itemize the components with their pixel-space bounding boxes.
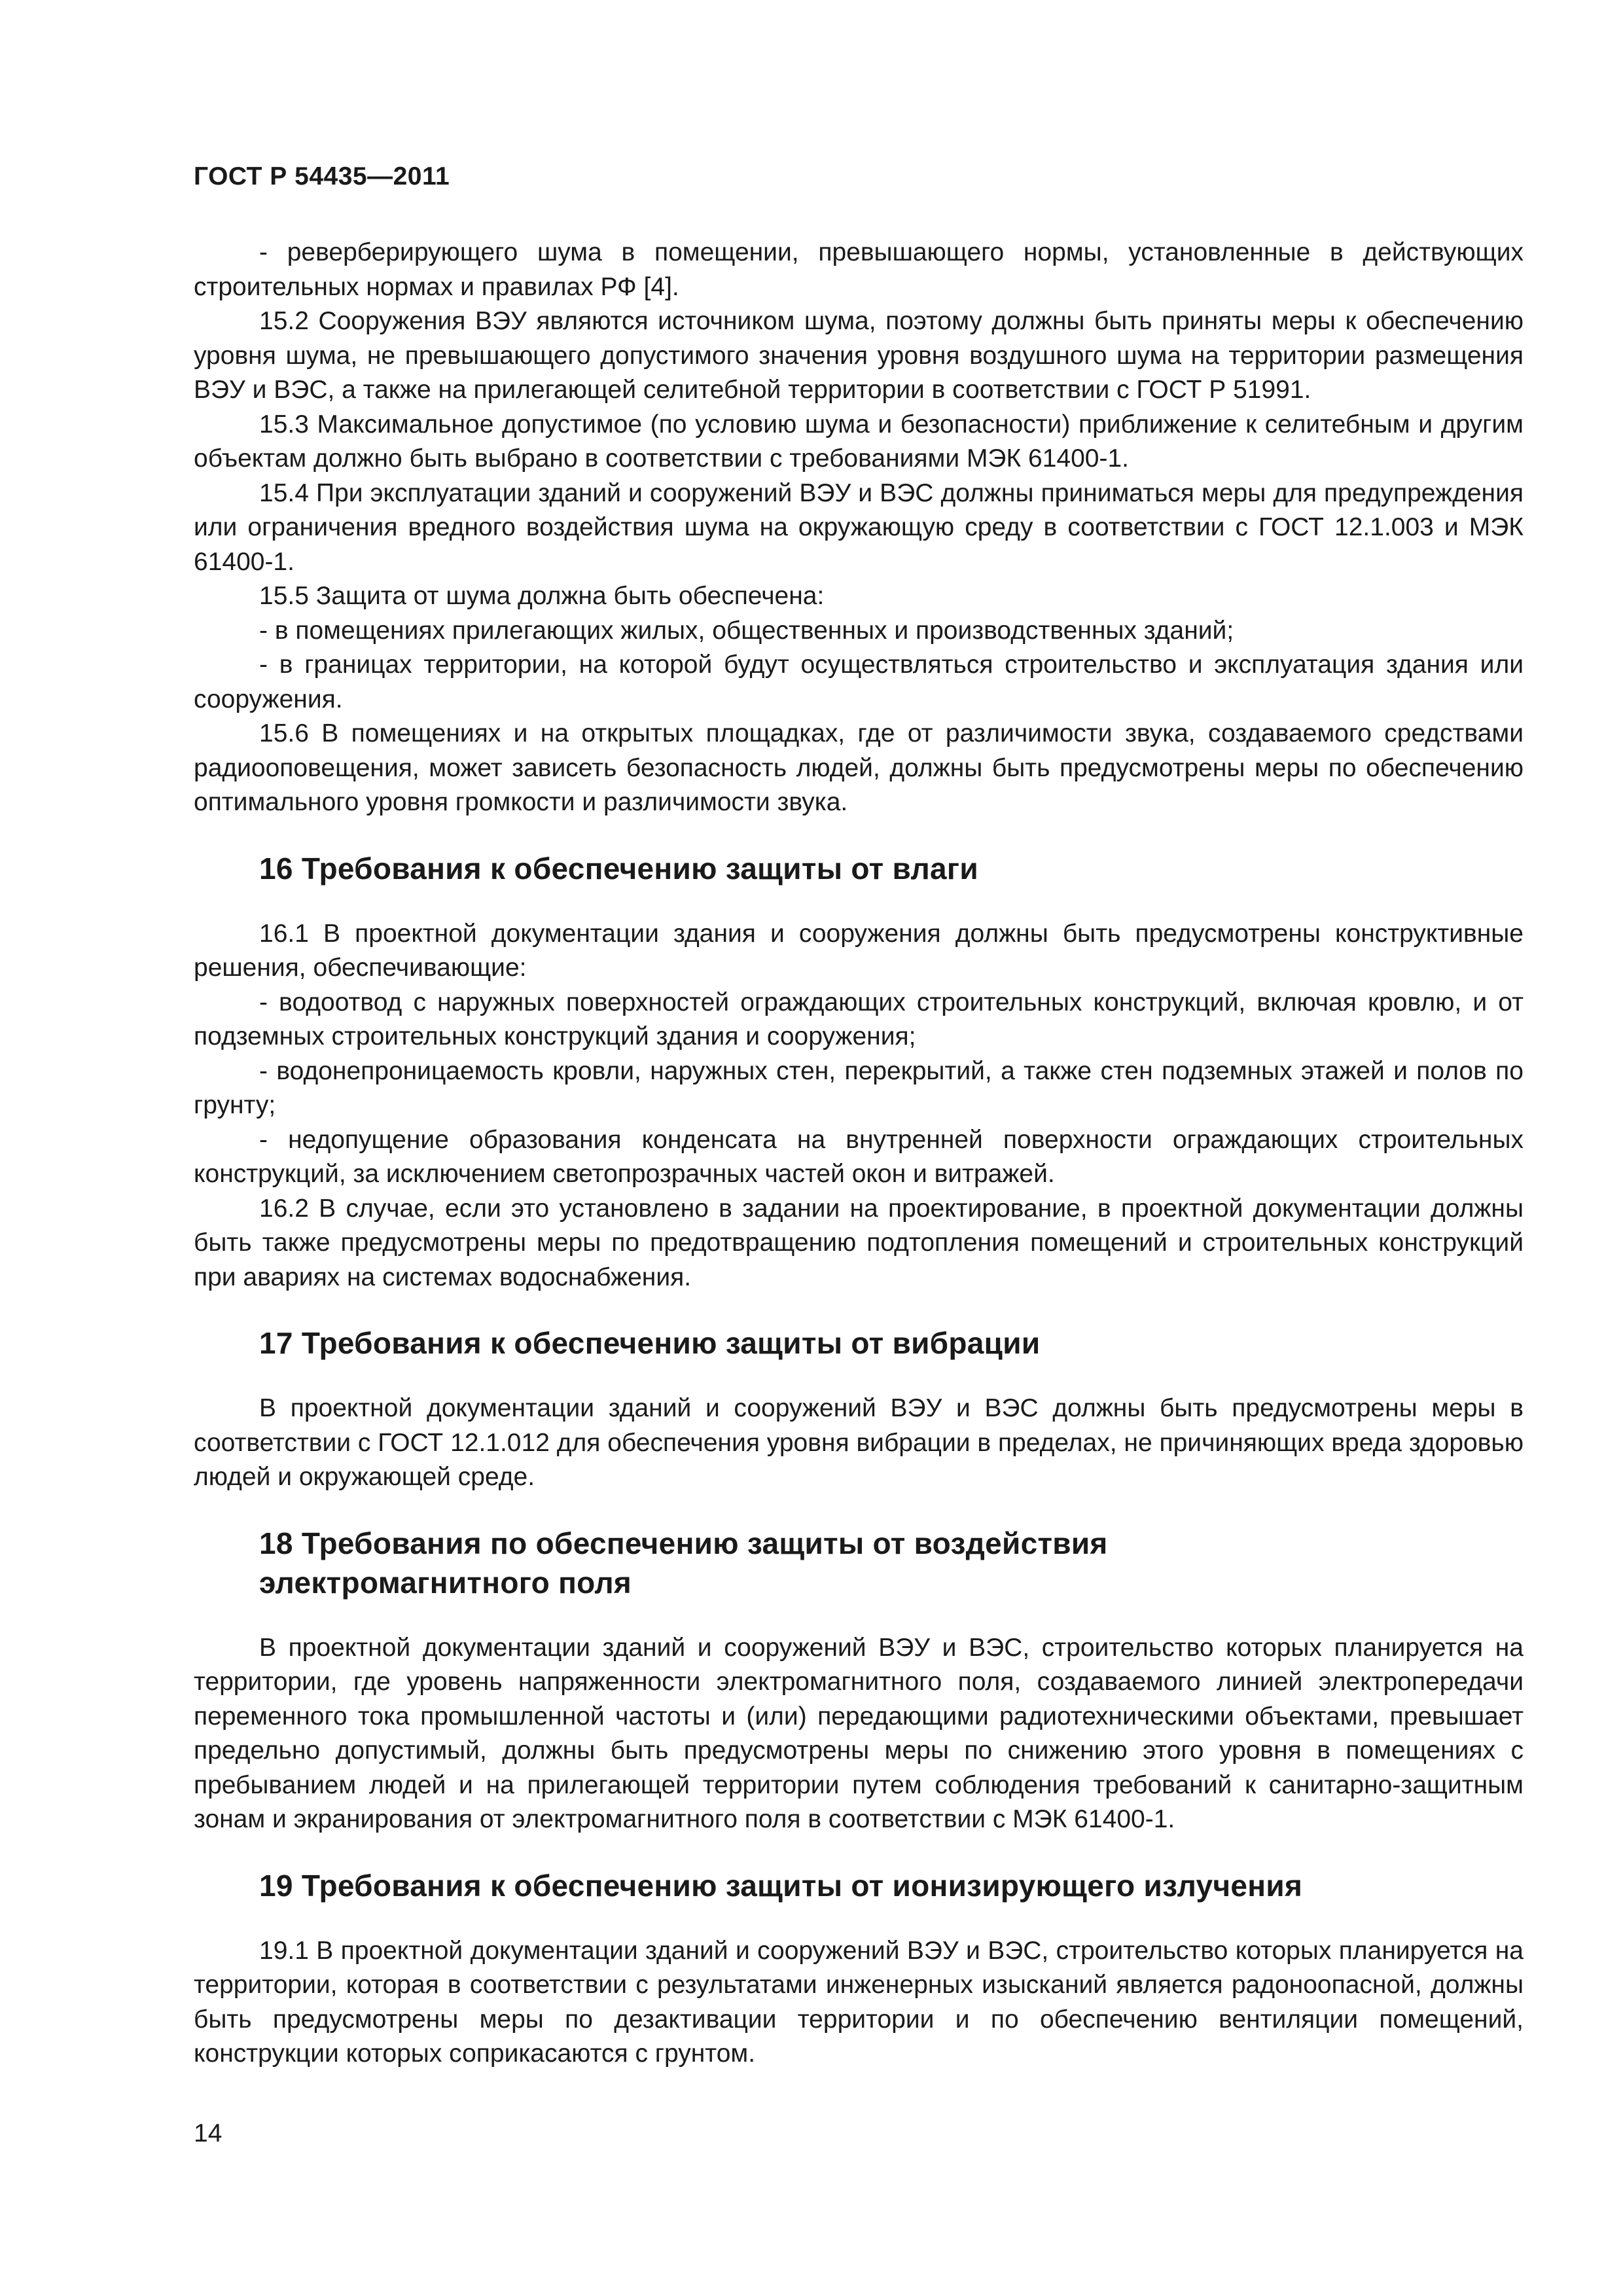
paragraph: 15.3 Максимальное допустимое (по условию шума и безопасности) приближение к селитебным и другим объектам должно быть выбрано в соответствии с требованиями МЭК 61400-1. — [194, 410, 1524, 473]
paragraph: 16.2 В случае, если это установлено в задании на проектирование, в проектной документации должны быть также предусмотрены меры по предотвращению подтопления помещений и строительных конструкций при авариях на системах водоснабжения. — [194, 1194, 1524, 1291]
paragraph: 15.4 При эксплуатации зданий и сооружений ВЭУ и ВЭС должны приниматься меры для предупреждения или ограничения вредного воздействия шума на окружающую среду в соответствии с ГОСТ 12.1.003 и МЭК 61400-1. — [194, 478, 1524, 576]
document-body — [194, 236, 1524, 2072]
section-heading-18-line2: электромагнитного поля — [259, 1565, 632, 1600]
spacer — [194, 888, 1524, 917]
paragraph: 19.1 В проектной документации зданий и сооружений ВЭУ и ВЭС, строительство которых планируется на территории, которая в соответствии с результатами инженерных изысканий является радоноопасной, должны быть предусмотрены меры по дезактивации территории и по обеспечению вентиляции помещений, конструкции которых соприкасаются с грунтом. — [194, 1936, 1524, 2068]
section-heading-16: 16 Требования к обеспечению защиты от влаги — [259, 851, 978, 886]
paragraph: В проектной документации зданий и сооружений ВЭУ и ВЭС должны быть предусмотрены меры в соответствии с ГОСТ 12.1.012 для обеспечения уровня вибрации в пределах, не причиняющих вреда здоровью людей и окружающей среде. — [194, 1394, 1524, 1491]
paragraph: 16.1 В проектной документации здания и сооружения должны быть предусмотрены конструктивные решения, обеспечивающие: — [194, 919, 1524, 982]
spacer — [194, 820, 1524, 849]
paragraph: - реверберирующего шума в помещении, превышающего нормы, установленные в действующих строительных нормах и правилах РФ [4]. — [194, 238, 1524, 301]
list-item: - в границах территории, на которой будут осуществляться строительство и эксплуатация здания или сооружения. — [194, 651, 1524, 713]
spacer — [194, 1837, 1524, 1866]
paragraph: 15.2 Сооружения ВЭУ являются источником шума, поэтому должны быть приняты меры к обеспечению уровня шума, не превышающего допустимого значения уровня воздушного шума на территории размещения ВЭУ и ВЭС, а также на прилегающей селитебной территории в соответствии с ГОСТ Р 51991. — [194, 307, 1524, 404]
paragraph: 15.5 Защита от шума должна быть обеспечена: — [259, 582, 825, 610]
paragraph: 15.6 В помещениях и на открытых площадках, где от различимости звука, создаваемого средствами радиооповещения, может зависеть безопасность людей, должны быть предусмотрены меры по обеспечению оптимального уровня громкости и различимости звука. — [194, 719, 1524, 816]
spacer — [194, 1495, 1524, 1524]
spacer — [194, 1905, 1524, 1934]
spacer — [194, 1295, 1524, 1323]
list-item: - водоотвод с наружных поверхностей ограждающих строительных конструкций, включая кровлю, и от подземных строительных конструкций здания и сооружения; — [194, 988, 1524, 1050]
section-heading-17: 17 Требования к обеспечению защиты от вибрации — [259, 1326, 1041, 1360]
section-heading-18 — [194, 1524, 1524, 1602]
list-item: - водонепроницаемость кровли, наружных стен, перекрытий, а также стен подземных этажей и полов по грунту; — [194, 1056, 1524, 1119]
spacer — [194, 1363, 1524, 1391]
section-heading-19: 19 Требования к обеспечению защиты от ионизирующего излучения — [259, 1868, 1303, 1903]
list-item: - в помещениях прилегающих жилых, общественных и производственных зданий; — [259, 616, 1234, 645]
list-item: - недопущение образования конденсата на внутренней поверхности ограждающих строительных конструкций, за исключением светопрозрачных частей окон и витражей. — [194, 1125, 1524, 1188]
document-header: ГОСТ Р 54435—2011 — [194, 162, 450, 190]
spacer — [194, 1602, 1524, 1631]
page-number: 14 — [194, 2119, 223, 2147]
paragraph: В проектной документации зданий и сооружений ВЭУ и ВЭС, строительство которых планируется на территории, где уровень напряженности электромагнитного поля, создаваемого линией электропередачи переменного тока промышленной частоты и (или) передающими радиотехническими объектами, превышает предельно допустимый, должны быть предусмотрены меры по снижению этого уровня в помещениях с пребыванием людей и на прилегающей территории путем соблюдения требований к санитарно-защитным зонам и экранирования от электромагнитного поля в соответствии с МЭК 61400-1. — [194, 1633, 1524, 1833]
section-heading-18-line1: 18 Требования по обеспечению защиты от воздействия — [259, 1526, 1108, 1560]
